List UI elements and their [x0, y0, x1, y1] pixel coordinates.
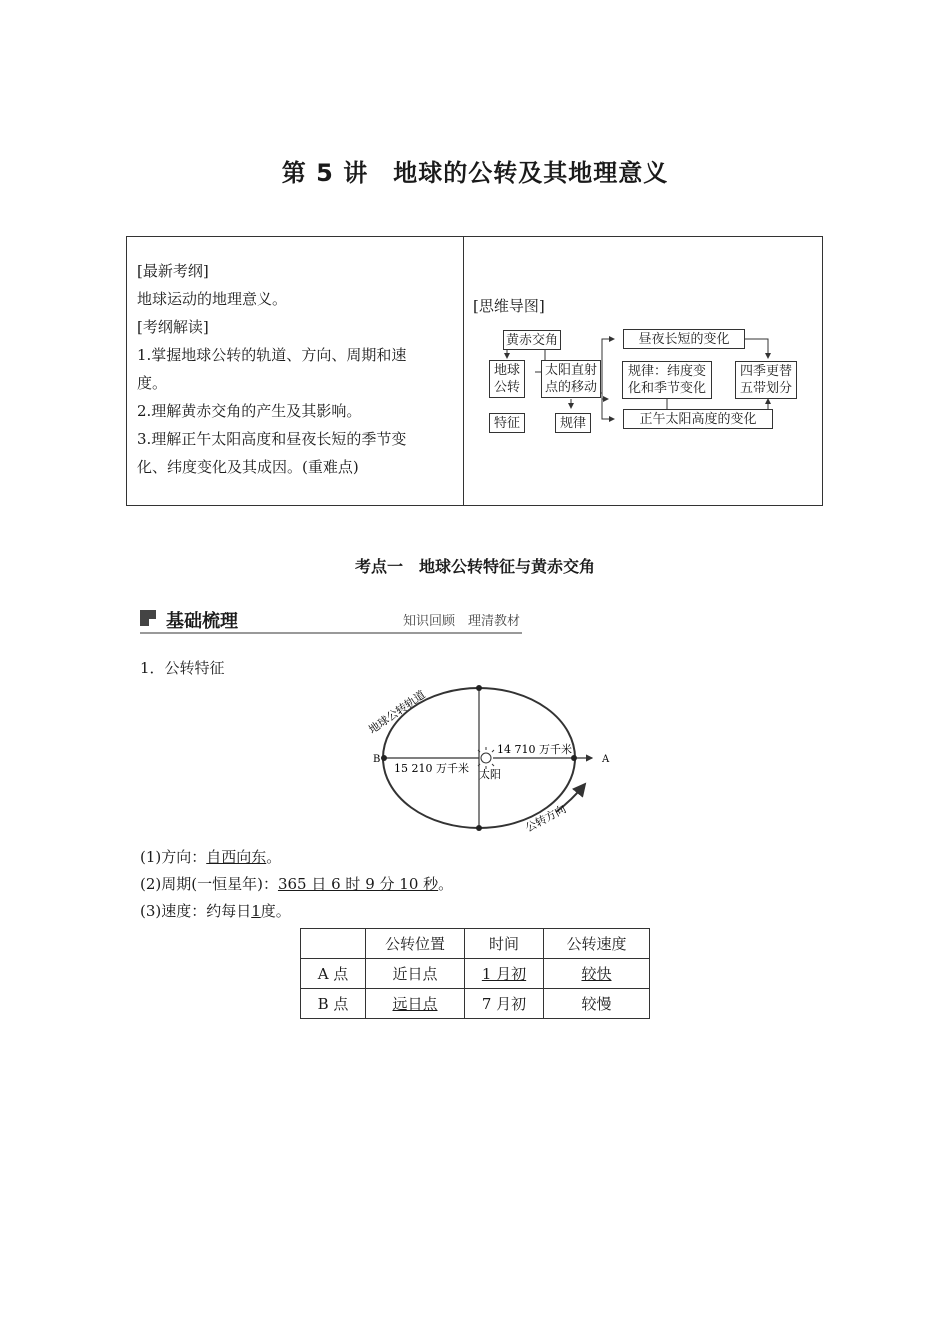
direction-answer: 自西向东: [206, 848, 267, 866]
orbit-label: 地球公转轨道: [366, 687, 428, 737]
direction-prefix: (1)方向：: [140, 848, 207, 866]
sun-label: 太阳: [479, 768, 501, 781]
table-header-cell: 公转位置: [366, 929, 465, 959]
table-cell-answer: 远日点: [392, 995, 438, 1013]
table-cell-answer: 较快: [581, 965, 612, 983]
period-line: [140, 873, 453, 894]
latest-outline-label: [最新考纲]: [137, 262, 209, 280]
mindmap-label: [思维导图]: [473, 297, 545, 315]
table-row: [301, 959, 650, 989]
table-cell: [465, 959, 544, 989]
banner-rule: [140, 632, 522, 634]
mm-rule-line1: 规律：纬度变: [627, 364, 706, 379]
orbit-point-b: [381, 755, 387, 761]
outline-table: [126, 236, 823, 506]
table-cell: B 点: [301, 989, 366, 1019]
revolution-speed-table: [300, 928, 650, 1019]
mm-features-box: 特征: [489, 413, 525, 433]
interp-item-2: 2.理解黄赤交角的产生及其影响。: [137, 402, 362, 420]
speed-suffix: 度。: [260, 902, 291, 920]
banner-square-notch: [149, 619, 156, 626]
speed-line: [140, 900, 291, 921]
page-title: 第 5 讲 地球的公转及其地理意义: [281, 159, 669, 187]
mm-revolution-line1: 地球: [493, 363, 520, 378]
banner-subtitle: 知识回顾 理清教材: [402, 614, 520, 629]
mm-seasons-box: [735, 361, 797, 399]
orbit-point-bottom: [476, 825, 482, 831]
table-cell: [366, 989, 465, 1019]
table-header-cell: [301, 929, 366, 959]
distance-a-label: 14 710 万千米: [497, 743, 572, 756]
mm-rule-box: [622, 361, 712, 399]
direction-suffix: 。: [266, 848, 282, 866]
period-suffix: 。: [438, 875, 454, 893]
features-heading: 1．公转特征: [140, 659, 225, 677]
period-prefix: (2)周期(一恒星年)：: [140, 875, 278, 893]
table-cell: A 点: [301, 959, 366, 989]
mm-obliquity-box: 黄赤交角: [503, 330, 561, 350]
mm-daynight-box: 昼夜长短的变化: [623, 329, 745, 349]
outline-left-column: [137, 257, 447, 481]
direction-label: 公转方向: [523, 802, 569, 835]
table-cell: [544, 959, 650, 989]
mm-sun-point-line2: 点的移动: [544, 380, 597, 395]
direction-line: [140, 846, 281, 867]
latest-outline-text: 地球运动的地理意义。: [137, 290, 288, 308]
table-header-cell: 时间: [465, 929, 544, 959]
table-cell-answer: 1 月初: [481, 965, 527, 983]
speed-answer: 1: [251, 902, 261, 920]
orbit-diagram: [360, 680, 620, 840]
table-cell: 较慢: [544, 989, 650, 1019]
mm-noon-box: 正午太阳高度的变化: [623, 409, 773, 429]
section-banner: [140, 606, 522, 636]
period-answer: 365 日 6 时 9 分 10 秒: [277, 875, 439, 893]
mm-seasons-line1: 四季更替: [739, 364, 792, 379]
table-cell: 近日点: [366, 959, 465, 989]
mm-rule-line2: 化和季节变化: [627, 381, 706, 396]
point-a-label: A: [602, 754, 610, 765]
mm-law-box: 规律: [555, 413, 591, 433]
distance-b-label: 15 210 万千米: [394, 762, 469, 775]
interp-item-3a: 3.理解正午太阳高度和昼夜长短的季节变: [137, 430, 407, 448]
section-title: 考点一 地球公转特征与黄赤交角: [354, 557, 595, 576]
table-row: [301, 989, 650, 1019]
mm-sun-point-line1: 太阳直射: [544, 363, 597, 378]
orbit-point-top: [476, 685, 482, 691]
mm-seasons-line2: 五带划分: [739, 381, 792, 396]
table-header-row: [301, 929, 650, 959]
speed-prefix: (3)速度：约每日: [140, 902, 252, 920]
interp-item-1b: 度。: [137, 374, 168, 392]
table-cell: 7 月初: [465, 989, 544, 1019]
table-header-cell: 公转速度: [544, 929, 650, 959]
banner-title: 基础梳理: [166, 611, 238, 632]
interp-item-1a: 1.掌握地球公转的轨道、方向、周期和速: [137, 346, 407, 364]
mm-sun-point-box: [541, 360, 601, 398]
mm-revolution-box: [489, 360, 525, 398]
point-b-label: B: [373, 754, 381, 765]
outline-interpretation-label: [考纲解读]: [137, 318, 209, 336]
interp-item-3b: 化、纬度变化及其成因。(重难点): [137, 458, 359, 476]
mm-revolution-line2: 公转: [493, 380, 520, 395]
